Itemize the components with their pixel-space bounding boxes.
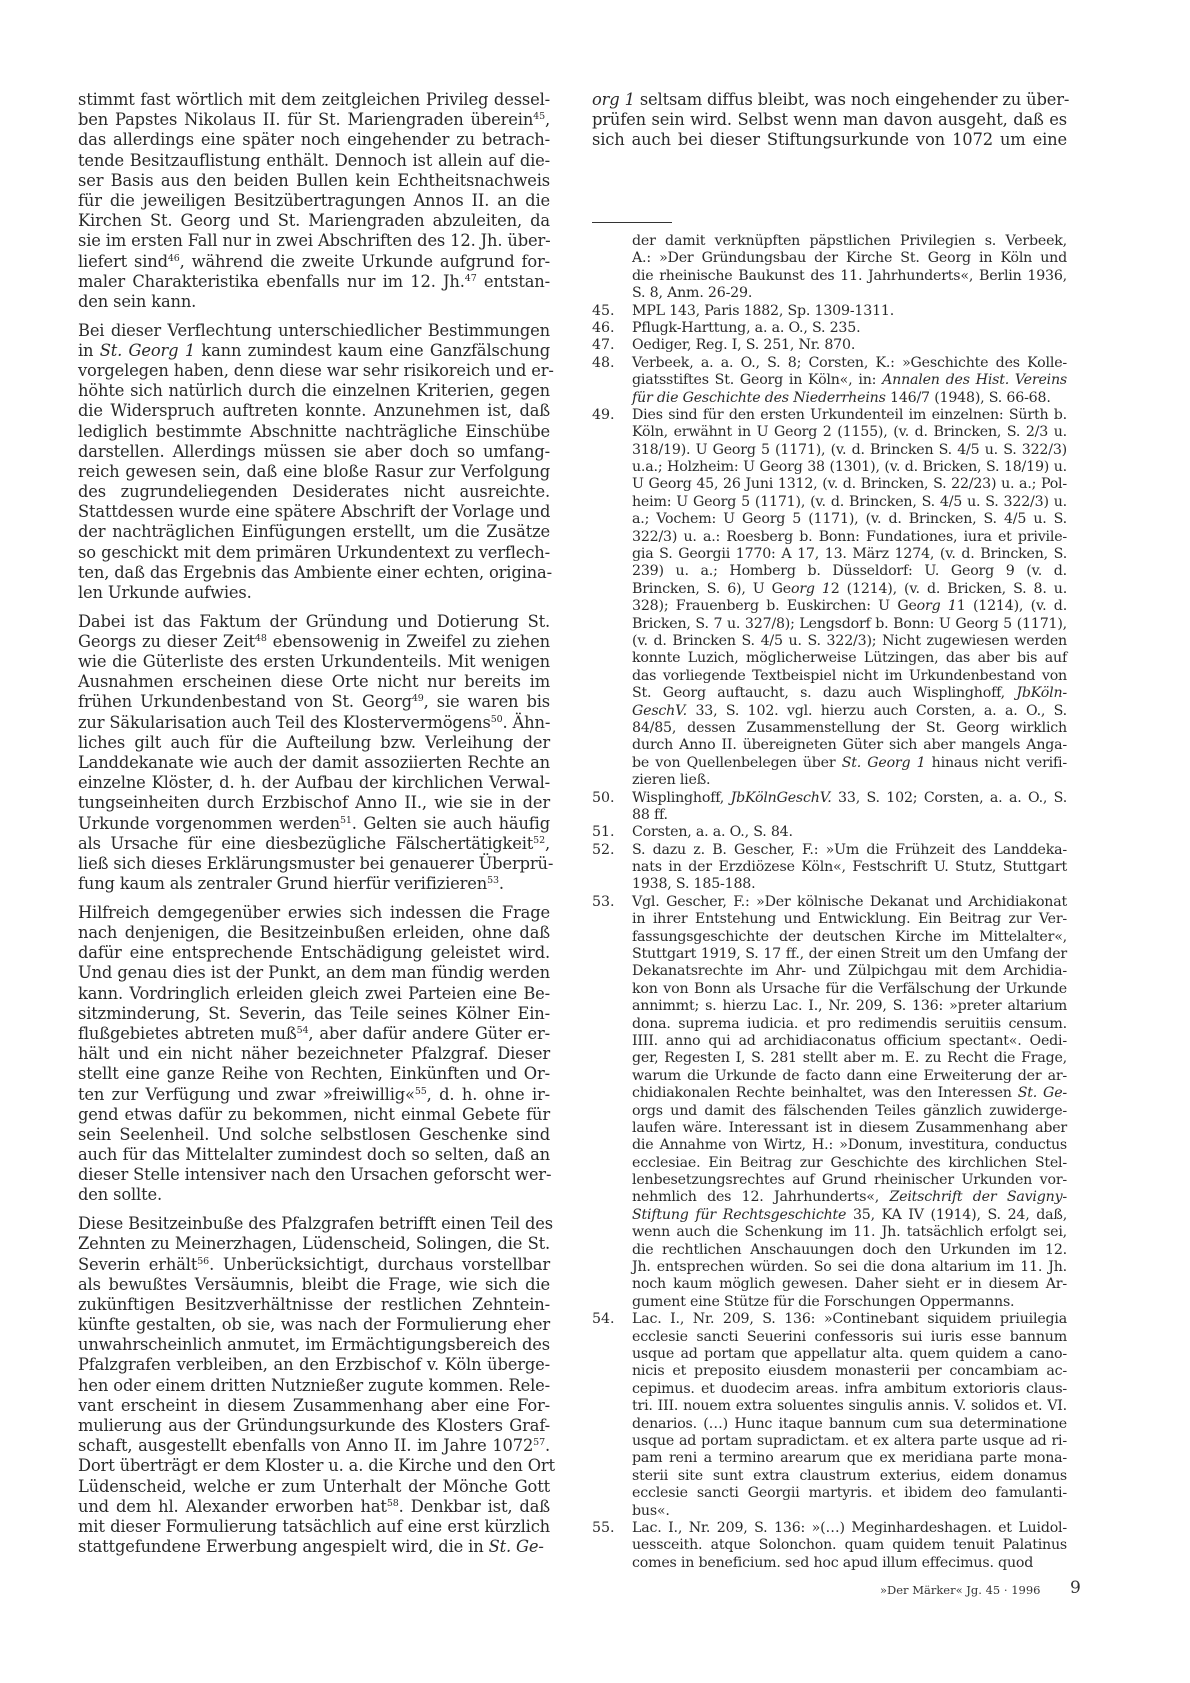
footnote-line: zieren ließ. [632,772,711,789]
footnote-reference[interactable]: 52 [533,834,545,846]
footnote-line: u.a.; Holzheim: U Georg 38 (1301), (v. d. Bricken, S. 18/19) u. [632,459,1067,476]
footnote-line: Jh. entsprechen würden. So sei die dona altarium im 11. Jh. [632,1259,1067,1276]
footnote-line: S. 8, Anm. 26-29. [632,285,753,302]
text-line: lediglich bestimmte Abschnitte nachträgliche Einschübe [78,421,550,441]
right-column [592,90,1070,151]
text-line: flußgebietes abtreten muß$^{54}$, aber dafür andere Güter er- [78,1023,550,1043]
text-line: Diese Besitzeinbuße des Pfalzgrafen betrifft einen Teil des [78,1214,553,1234]
footnote-line: nicis et preposito eiusdem monasterii per concambiam ac- [632,1363,1067,1380]
footnote-line: dona. suprema iudicia. et pro redimendis seruitiis censum. [632,1015,1067,1032]
text-line: den sollte. [78,1185,162,1205]
text-line: den sein kann. [78,291,197,311]
footnote-line: tri. III. nouem extra soluentes singulis annis. V. solidos et. VI. [632,1398,1067,1415]
text-line: tungseinheiten durch Erzbischof Anno II., wie sie in der [78,793,550,813]
footnote-line: MPL 143, Paris 1882, Sp. 1309-1311. [632,302,895,319]
text-line: und dem hl. Alexander erworben hat$^{58}$. Denkbar ist, daß [78,1496,550,1516]
footnote-line: A.: »Der Gründungsbau der Kirche St. Georg in Köln und [632,250,1067,267]
footnote-line: annimmt; s. hierzu Lac. I., Nr. 209, S. 136: »preter altarium [632,998,1067,1015]
text-line: Stattdessen wurde eine spätere Abschrift der Vorlage und [78,502,551,522]
italic-title: JbKöln- [1016,685,1067,702]
text-line: sitzminderung, St. Severin, das Teile seines Kölner Ein- [78,1003,550,1023]
footnote-line: das vorliegende Textbeispiel nicht im Urkundenbestand von [632,667,1067,684]
footnote-line: Köln, erwähnt in U Georg 2 (1155), (v. d. Brincken, S. 2/3 u. [632,424,1067,441]
footnote-line: denarios. (…) Hunc itaque bannum cum sua determinatione [632,1415,1067,1432]
footnote [592,842,1067,894]
footnote-reference[interactable]: 48 [254,632,267,644]
footnote-line: fassungsgeschichte der deutschen Kirche im Mittelalter«, [632,928,1067,945]
footnote-number: 53. [592,893,615,910]
text-line: nach denjenigen, die Besitzeinbußen erleiden, ohne daß [78,923,550,942]
text-line: Lüdenscheid, welche er zum Unterhalt der Mönche Gott [78,1476,550,1496]
text-line: als Ursache für eine diesbezügliche Fälschertätigkeit$^{52}$, [78,833,550,853]
text-line: gend etwas dafür zu bekommen, nicht einmal Gebete für [78,1104,550,1124]
italic-title: Zeitschrift der Savigny- [889,1189,1067,1206]
footnote-line: 84/85, dessen Zusammenstellung der St. Georg wirklich [632,719,1067,736]
text-line: Dabei ist das Faktum der Gründung und Dotierung St. [78,611,550,631]
text-line: vant erscheint in diesem Zusammenhang aber eine For- [78,1395,550,1415]
footnote-number: 54. [592,1311,615,1328]
footnote-line: Bricken, S. 7 u. 327/8); Lengsdorf b. Bonn: U Georg 5 (1171), [632,615,1067,632]
text-line: das allerdings eine später noch eingehender zu betrach- [78,130,550,150]
text-line: ben Papstes Nikolaus II. für St. Mariengraden überein$^{45}$, [78,110,550,130]
footnote-line: Vgl. Gescher, F.: »Der kölnische Dekanat und Archidiakonat [632,893,1067,910]
footnote-reference[interactable]: 56 [197,1255,210,1267]
text-line: Landdekanate wie auch der damit assoziierten Rechte an [78,753,550,772]
text-line: frühen Urkundenbestand von St. Georg$^{49}$, sie waren bis [78,692,550,712]
text-line: wie die Güterliste des ersten Urkundenteils. Mit wenigen [78,652,550,672]
text-line: Und genau dies ist der Punkt, an dem man fündig werden [78,963,550,983]
text-line: sich auch bei dieser Stiftungsurkunde von 1072 um eine [592,130,1067,150]
italic-title: JbKölnGeschV. [730,789,832,806]
footnote [592,337,1067,354]
text-line: Pfalzgrafen verbleiben, an den Erzbischof v. Köln überge- [78,1355,550,1375]
footnote-reference[interactable]: 47 [464,272,477,284]
text-line: als bewußtes Versäumnis, bleibt die Frage, wie sich die [78,1274,550,1294]
text-line: Hilfreich demgegenüber erwies sich indessen die Frage [78,902,550,922]
text-line: kann. Vordringlich erleiden gleich zwei Parteien eine Be- [78,983,550,1003]
text-line: ließ sich dieses Erklärungsmuster bei genauerer Überprü- [78,853,554,873]
footnote-line: gument eine Stütze für die Forschungen Oppermanns. [632,1293,1015,1310]
footnote-reference[interactable]: 53 [487,875,499,887]
footnote-line: Corsten, a. a. O., S. 84. [632,824,793,841]
italic-title: Stiftung für Rechtsgeschichte [632,1206,847,1223]
text-line: künfte gestalten, ob sie, was nach der Formulierung eher [78,1315,550,1335]
italic-title: org 1 [916,598,957,615]
footnote [592,303,1067,320]
footnote-line: (v. d. Brincken S. 4/5 u. S. 322/3); Nicht zugewiesen werden [632,632,1067,649]
text-line: der nachträglichen Einfügungen erstellt, um die Zusätze [78,522,550,542]
italic-title: St. Georg 1 [841,754,926,771]
footnote-line: usque ad portam que appellatur alta. quem quidem a cano- [632,1346,1067,1362]
footnote-line: laufen wäre. Interessant ist in diesem Zusammenhang aber [632,1119,1067,1136]
footnote-reference[interactable]: 54 [296,1024,309,1036]
text-line: fung kaum als zentraler Grund hierfür verifizieren$^{53}$. [78,874,504,894]
footnote-line: pam reni a termino arearum que ex meridiana parte mona- [632,1450,1067,1467]
italic-title: Annalen des Hist. Vereins [882,372,1068,389]
text-line: liefert sind$^{46}$, während die zweite Urkunde aufgrund for- [78,251,550,271]
footnote-line: ecclesie sancti Georgii martyris. et ibidem deo famulanti- [632,1485,1067,1502]
footnote-line: durch Anno II. übereigneten Güter sich aber mangels Anga- [632,737,1067,754]
footnote-line: konnte Luzich, möglicherweise Lützingen, das aber bis auf [632,650,1067,667]
footnote-line: die Annahme von Wirtz, H.: »Donum, investitura, conductus [632,1137,1067,1154]
footnote-number: 47. [592,337,615,354]
italic-title: St. Ge- [488,1537,544,1557]
italic-title: für die Geschichte des Niederrheins [632,389,886,406]
footnote-line: be von Quellenbelegen über St. Georg 1 hinaus nicht verifi- [632,754,1067,771]
footnote-line: 322/3) u. a.: Roesberg b. Bonn: Fundationes, iura et privile- [632,528,1067,545]
body-paragraph [78,903,550,1206]
footnote [592,894,1067,1311]
footnote-line: ecclesiae. Ein Beitrag zur Geschichte des kirchlichen Stel- [632,1154,1067,1171]
footnote-line: ecclesie sancti Seuerini confessoris sui iuris esse bannum [632,1328,1067,1345]
text-line: die Widerspruch auftreten konnte. Anzunehmen ist, daß [78,401,550,421]
footnote-number: 48. [592,354,615,371]
text-line: Zehnten zu Meinerzhagen, Lüdenscheid, Solingen, die St. [78,1234,550,1254]
text-line: Severin erhält$^{56}$. Unberücksichtigt, durchaus vorstellbar [78,1254,550,1274]
footnote-line: 88 ff. [632,806,668,823]
text-line: darstellen. Allerdings müssen sie aber doch so umfang- [78,441,550,461]
text-line: hält und ein nicht näher bezeichneter Pfalzgraf. Dieser [78,1044,550,1064]
text-line: in St. Georg 1 kann zumindest kaum eine Ganzfälschung [78,340,550,360]
footnote-line: a.; Vochem: U Georg 5 (1171), (v. d. Brincken, S. 4/5 u. S. [632,511,1067,528]
text-line: dieser Stelle intensiver nach den Ursachen geforscht wer- [78,1165,552,1185]
footnote-line: cepimus. et duodecim areas. infra ambitum extorioris claus- [632,1380,1067,1397]
text-line: schaft, ausgestellt ebenfalls von Anno II. im Jahre 1072$^{57}$. [78,1436,550,1456]
footnote-line: für die Geschichte des Niederrheins 146/7 (1948), S. 66-68. [632,389,1051,406]
footnote-line: GeschV. 33, S. 102. vgl. hierzu auch Corsten, a. a. O., S. [632,702,1067,719]
footer-journal-citation: »Der Märker« Jg. 45 · 1996 [880,1583,1041,1597]
footnote-line: U Georg 45, 26 Juni 1312, (v. d. Brincken, S. 22/23) u. a.; Pol- [632,476,1067,493]
text-line: zukünftigen Besitzverhältnisse der restlichen Zehntein- [78,1294,550,1314]
footnote-reference[interactable]: 57 [533,1437,545,1449]
footnote-number: 49. [592,406,615,423]
body-paragraph [78,320,554,604]
footnote-line: Lac. I., Nr. 209, S. 136: »(…) Meginhardeshagen. et Luidol- [632,1519,1067,1536]
footnote [592,1520,1067,1572]
footnote-reference[interactable]: 55 [414,1085,427,1097]
footnote-line: 318/19). U Georg 5 (1171), (v. d. Brincken S. 4/5 u. S. 322/3) [632,441,1067,458]
text-line: Ausnahmen erscheinen diese Orte nicht nur bereits im [78,672,550,692]
italic-title: GeschV. [632,702,687,719]
text-line: des zugrundeliegenden Desiderates nicht ausreichte. [78,482,550,502]
text-line: mulierung aus der Gründungsurkunde des Klosters Graf- [78,1416,550,1435]
text-line: tende Besitzauflistung enthält. Dennoch ist allein auf die- [78,150,550,170]
text-line: Urkunde vorgenommen werden$^{51}$. Gelten sie auch häufig [78,813,551,833]
text-line: zur Säkularisation auch Teil des Klostervermögens$^{50}$. Ähn- [78,712,551,732]
text-line: len Urkunde aufwies. [78,583,252,602]
footnote-line: nehmlich des 12. Jahrhunderts«, Zeitschrift der Savigny- [632,1189,1067,1206]
footnote-line: chidiakonalen Rechte beinhaltet, was den Interessen St. Ge- [632,1085,1067,1102]
footnote-line: uessceith. atque Solonchon. quam quidem tenuit Palatinus [632,1537,1067,1554]
footnote [592,233,1067,303]
text-line: auch für das Mittelalter zumindest doch so selten, daß an [78,1145,550,1165]
footnote [592,355,1067,407]
body-paragraph [78,90,550,312]
text-line: reich gewesen sein, daß eine bloße Rasur zur Verfolgung [78,461,550,481]
text-line: unwahrscheinlich anmutet, im Ermächtigungsbereich des [78,1335,550,1355]
footnote-number: 46. [592,319,615,336]
italic-title: org 1 [790,580,831,597]
footnote-line: Lac. I., Nr. 209, S. 136: »Continebant siquidem priuilegia [632,1311,1067,1328]
footnote-reference[interactable]: 46 [167,252,180,264]
footnote-line: die rheinische Baukunst des 11. Jahrhunderts«, Berlin 1936, [632,267,1067,284]
text-line: so geschickt mit dem primären Urkundentext zu verflech- [78,542,550,562]
footnote-number: 45. [592,302,615,319]
body-paragraph [78,1214,555,1557]
text-line: stellt eine ganze Reihe von Rechten, Einkünften und Or- [78,1064,550,1084]
footnote-number: 52. [592,841,615,858]
italic-title: org 1 [592,90,635,109]
text-line: Dort überträgt er dem Kloster u. a. die Kirche und den Ort [78,1456,555,1476]
footnote-line: heim: U Georg 5 (1171), (v. d. Brincken, S. 4/5 u. S. 322/3) u. [632,493,1067,510]
text-line: maler Charakteristika ebenfalls nur im 12. Jh.$^{47}$ entstan- [78,271,550,291]
text-line: stimmt fast wörtlich mit dem zeitgleichen Privileg dessel- [78,90,550,109]
footnote-line: noch kaum möglich gewesen. Daher sieht er in diesem Ar- [632,1276,1067,1293]
footnote-line: wenn auch die Schenkung im 11. Jh. tatsächlich erfolgt sei, [632,1224,1067,1241]
footnote [592,407,1067,790]
text-line: Georgs zu dieser Zeit$^{48}$ ebensowenig in Zweifel zu ziehen [78,631,550,651]
footnote-line: IIII. anno qui ad archidiaconatus officium spectant«. Oedi- [632,1032,1067,1049]
footnote-line: 328); Frauenberg b. Euskirchen: U Georg 11 (1214), (v. d. [632,598,1067,615]
text-line: ser Basis aus den beiden Bullen kein Echtheitsnachweis [78,170,550,190]
footnote-line: die rechtlichen Anschauungen doch den Urkunden im 12. [632,1241,1067,1258]
text-line: mit dieser Formulierung tatsächlich auf eine erst kürzlich [78,1516,550,1536]
body-paragraph [78,611,554,895]
footnote [592,790,1067,825]
text-line: für die jeweiligen Besitzübertragungen Annos II. an die [78,190,550,210]
footnote-reference[interactable]: 49 [411,693,424,705]
text-line: Bei dieser Verflechtung unterschiedlicher Bestimmungen [78,320,550,340]
footnote-line: 239) u. a.; Homberg b. Düsseldorf: U. Georg 9 (v. d. [632,563,1067,580]
text-line: org 1 seltsam diffus bleibt, was noch eingehender zu über- [592,90,1070,109]
footnote-line: Dies sind für den ersten Urkundenteil im einzelnen: Sürth b. [632,406,1067,423]
text-line: hen oder einem dritten Nutznießer zugute kommen. Rele- [78,1375,550,1395]
footnote-line: Stiftung für Rechtsgeschichte 35, KA IV (1914), S. 24, daß, [632,1206,1067,1223]
footnote-line: Oediger, Reg. I, S. 251, Nr. 870. [632,337,856,354]
footnote-line: sterii site sunt extra claustrum exterius, eidem donamus [632,1467,1067,1484]
footnote-line: St. Georg auftaucht, s. dazu auch Wisplinghoff, JbKöln- [632,685,1067,702]
text-line: stattgefundene Erwerbung angespielt wird, die in St. Ge- [78,1537,544,1557]
footnote-line: S. dazu z. B. Gescher, F.: »Um die Frühzeit des Landdeka- [632,841,1067,858]
footnote-line: orgs und damit des fälschenden Teiles gänzlich zuwiderge- [632,1102,1067,1119]
left-column [78,90,555,1566]
footnote-line: nats in der Erzdiözese Köln«, Festschrift U. Stutz, Stuttgart [632,859,1067,876]
footnote [592,1311,1067,1520]
footnote-line: in ihrer Entstehung und Entwicklung. Ein Beitrag zur Ver- [632,911,1067,928]
footnote-line: bus«. [632,1502,670,1519]
italic-title: St. Georg 1 [99,340,196,360]
footnote-line: Verbeek, a. a. O., S. 8; Corsten, K.: »Geschichte des Kolle- [632,354,1067,371]
footnote-line: Dekanatsrechte im Ahr- und Zülpichgau mit dem Archidia- [632,963,1067,980]
footnote-line: gia S. Georgii 1770: A 17, 13. März 1274, (v. d. Brincken, S. [632,546,1067,563]
footnote-number: 55. [592,1519,615,1536]
footnote-reference[interactable]: 58 [386,1497,399,1509]
footnote-line: der damit verknüpften päpstlichen Privilegien s. Verbeek, [632,233,1067,249]
footnote-line: giatsstiftes St. Georg in Köln«, in: Annalen des Hist. Vereins [632,372,1068,389]
page-number: 9 [1070,1578,1081,1598]
text-line: dafür eine entsprechende Entschädigung geleistet wird. [78,943,550,963]
italic-title: St. Ge- [1017,1085,1067,1102]
footnote-number: 51. [592,824,615,841]
footnote-number: 50. [592,789,615,806]
footnote-line: ger, Regesten I, S. 281 stellt aber m. E. zu Recht die Frage, [632,1050,1067,1067]
footnote-reference[interactable]: 51 [339,814,352,826]
text-line: sein Seelenheil. Und solche selbstlosen Geschenke sind [78,1124,550,1144]
footnote-line: Pflugk-Harttung, a. a. O., S. 235. [632,319,861,336]
footnote-line: warum die Urkunde de facto dann eine Erweiterung der ar- [632,1067,1067,1084]
text-line: vorgelegen haben, denn diese war sehr risikoreich und er- [78,360,554,380]
footnote-line: 1938, S. 185-188. [632,876,756,893]
text-line: prüfen sein wird. Selbst wenn man davon ausgeht, daß es [592,110,1067,130]
footnote-line: Stuttgart 1919, S. 17 ff., der einen Streit um den Umfang der [632,946,1067,963]
text-line: liches gilt auch für die Aufteilung bzw. Verleihung der [78,732,550,752]
text-line: höhte sich natürlich durch die einzelnen Kriterien, gegen [78,381,550,401]
text-line: ten zur Verfügung und zwar »freiwillig«$^{55}$, d. h. ohne ir- [78,1084,550,1104]
footnote-line: lenbesetzungsrechtes auf Grund rheinischer Urkunden vor- [632,1172,1067,1189]
footnote-reference[interactable]: 45 [533,111,545,123]
footnote-reference[interactable]: 50 [490,713,503,725]
footnote-line: usque ad portam supradictam. et ex altera parte usque ad ri- [632,1432,1067,1449]
footnote-separator-rule [592,222,672,223]
footnote-line: comes in beneficium. sed hoc apud illum effecimus. quod [632,1554,1034,1571]
footnote-line: Wisplinghoff, JbKölnGeschV. 33, S. 102; Corsten, a. a. O., S. [632,789,1068,806]
footnote-line: kon von Bonn als Ursache für die Verfälschung der Urkunde [632,980,1067,997]
text-line: sie im ersten Fall nur in zwei Abschriften des 12. Jh. über- [78,231,551,251]
text-line: einzelne Klöster, d. h. der Aufbau der kirchlichen Verwal- [78,773,550,793]
text-line: Kirchen St. Georg und St. Mariengraden abzuleiten, da [78,211,550,231]
footnote [592,824,1067,841]
footnote-line: Brincken, S. 6), U Georg 12 (1214), (v. d. Bricken, S. 8. u. [632,580,1067,597]
footnote [592,320,1067,337]
text-line: ten, daß das Ergebnis das Ambiente einer echten, origina- [78,562,552,582]
footnotes [592,233,1067,1572]
